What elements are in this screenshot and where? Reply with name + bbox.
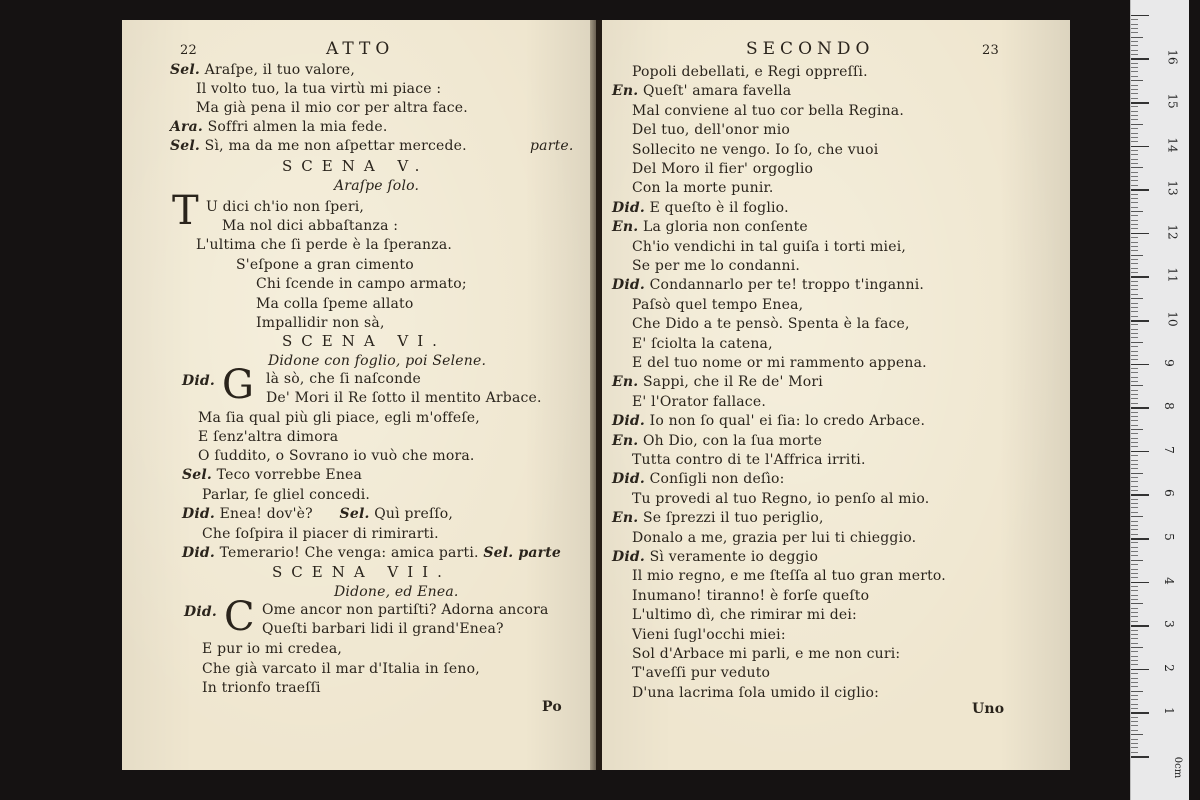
ruler-tick xyxy=(1131,717,1138,718)
ruler-tick xyxy=(1131,320,1149,322)
ruler-tick xyxy=(1131,577,1138,578)
speaker-label: Did. xyxy=(182,373,215,389)
ruler-tick xyxy=(1131,473,1143,474)
ruler-tick xyxy=(1131,159,1138,160)
ruler-tick xyxy=(1131,220,1138,221)
ruler-number: 13 xyxy=(1165,180,1180,196)
right-page xyxy=(602,20,1070,770)
ruler-tick xyxy=(1131,603,1143,604)
verse-line: Did. E queſto è il foglio. xyxy=(612,199,789,216)
ruler-tick xyxy=(1131,542,1138,543)
ruler-tick xyxy=(1131,651,1138,652)
ruler-tick xyxy=(1131,15,1149,17)
ruler-tick xyxy=(1131,595,1138,596)
ruler-tick xyxy=(1131,538,1149,540)
ruler-tick xyxy=(1131,385,1143,386)
ruler-tick xyxy=(1131,555,1138,556)
verse-line: Sel. Sì, ma da me non aſpettar mercede. xyxy=(170,138,467,154)
verse-line: In trionfo traeſſi xyxy=(202,680,321,696)
verse-line: Mal conviene al tuo cor bella Regina. xyxy=(632,102,905,119)
ruler-tick xyxy=(1131,407,1149,409)
ruler-tick xyxy=(1131,534,1138,535)
ruler-tick xyxy=(1131,564,1138,565)
ruler-tick xyxy=(1131,708,1138,709)
ruler-tick xyxy=(1131,246,1138,247)
ruler-tick xyxy=(1131,54,1138,55)
ruler-tick xyxy=(1131,599,1138,600)
ruler-tick xyxy=(1131,224,1138,225)
ruler-tick xyxy=(1131,643,1138,644)
left-page xyxy=(122,20,596,770)
ruler-tick xyxy=(1131,24,1138,25)
ruler-tick xyxy=(1131,67,1138,68)
ruler-tick xyxy=(1131,586,1138,587)
ruler-tick xyxy=(1131,438,1138,439)
ruler-tick xyxy=(1131,89,1138,90)
verse-line: L'ultima che ſi perde è la ſperanza. xyxy=(196,237,453,253)
ruler-tick xyxy=(1131,355,1138,356)
ruler-tick xyxy=(1131,377,1138,378)
ruler-number: 10 xyxy=(1165,311,1180,327)
verse-line: Il volto tuo, la tua virtù mi piace : xyxy=(196,81,442,97)
ruler-number: 3 xyxy=(1161,620,1176,629)
page-number: 23 xyxy=(982,43,999,58)
ruler-tick xyxy=(1131,189,1149,191)
ruler-tick xyxy=(1131,228,1138,229)
ruler-tick xyxy=(1131,137,1138,138)
verse-line: Inumano! tiranno! è forſe queſto xyxy=(632,587,870,604)
verse-line: D'una lacrima ſola umido il ciglio: xyxy=(632,684,880,701)
verse-line: Con la morte punir. xyxy=(632,180,774,197)
ruler-tick xyxy=(1131,272,1138,273)
ruler-number: 8 xyxy=(1161,402,1176,411)
verse-line: Did. Temerario! Che venga: amica parti. Sel. parte xyxy=(182,545,562,561)
ruler-tick xyxy=(1131,115,1138,116)
running-header: SECONDO xyxy=(746,39,875,59)
ruler-tick xyxy=(1131,625,1149,627)
ruler-tick xyxy=(1131,608,1138,609)
ruler-tick xyxy=(1131,695,1138,696)
ruler-tick xyxy=(1131,172,1138,173)
verse-line: S'eſpone a gran cimento xyxy=(236,257,414,273)
ruler-tick xyxy=(1131,507,1138,508)
ruler-tick xyxy=(1131,233,1149,235)
ruler-tick xyxy=(1131,691,1143,692)
ruler-tick xyxy=(1131,752,1138,753)
verse-line: Parlar, ſe gliel concedi. xyxy=(202,487,371,503)
measurement-ruler xyxy=(1130,0,1189,800)
ruler-tick xyxy=(1131,58,1149,60)
ruler-tick xyxy=(1131,460,1138,461)
drop-cap: T xyxy=(172,188,199,234)
ruler-tick xyxy=(1131,455,1138,456)
verse-line: E' ſciolta la catena, xyxy=(632,335,773,352)
ruler-tick xyxy=(1131,425,1138,426)
ruler-tick xyxy=(1131,63,1138,64)
verse-line: Ma colla ſpeme allato xyxy=(256,296,414,312)
ruler-tick xyxy=(1131,45,1138,46)
ruler-tick xyxy=(1131,560,1143,561)
ruler-tick xyxy=(1131,237,1138,238)
verse-line: De' Mori il Re ſotto il mentito Arbace. xyxy=(266,390,542,406)
ruler-number: 9 xyxy=(1161,358,1176,367)
ruler-tick xyxy=(1131,368,1138,369)
ruler-tick xyxy=(1131,704,1138,705)
ruler-tick xyxy=(1131,303,1138,304)
ruler-tick xyxy=(1131,669,1149,671)
ruler-tick xyxy=(1131,207,1138,208)
ruler-tick xyxy=(1131,167,1143,168)
ruler-tick xyxy=(1131,621,1138,622)
ruler-tick xyxy=(1131,678,1138,679)
ruler-tick xyxy=(1131,268,1138,269)
verse-line: Ma nol dici abbaſtanza : xyxy=(222,218,399,234)
ruler-tick xyxy=(1131,634,1138,635)
ruler-tick xyxy=(1131,656,1138,657)
verse-line: Tutta contro di te l'Affrica irriti. xyxy=(632,452,866,468)
verse-line: En. Oh Dio, con la ſua morte xyxy=(612,432,823,449)
ruler-tick xyxy=(1131,721,1138,722)
ruler-number: 6 xyxy=(1161,489,1176,498)
verse-line: Impallidir non sà, xyxy=(256,315,385,331)
ruler-tick xyxy=(1131,289,1138,290)
ruler-tick xyxy=(1131,80,1143,81)
scene-subtitle: Araſpe ſolo. xyxy=(334,178,420,194)
ruler-tick xyxy=(1131,664,1138,665)
verse-line: Chi ſcende in campo armato; xyxy=(256,276,467,292)
verse-line: Vieni ſugl'occhi miei: xyxy=(632,626,786,643)
ruler-tick xyxy=(1131,337,1138,338)
ruler-tick xyxy=(1131,477,1138,478)
verse-line: Che ſoſpira il piacer di rimirarti. xyxy=(202,526,439,542)
ruler-number: 7 xyxy=(1161,445,1176,454)
ruler-tick xyxy=(1131,111,1138,112)
ruler-tick xyxy=(1131,647,1143,648)
verse-line: U dici ch'io non ſperi, xyxy=(206,199,365,215)
ruler-tick xyxy=(1131,699,1138,700)
verse-line: là sò, che ſi naſconde xyxy=(266,371,421,387)
ruler-tick xyxy=(1131,276,1149,278)
page-number: 22 xyxy=(180,43,197,58)
ruler-tick xyxy=(1131,19,1138,20)
ruler-tick xyxy=(1131,346,1138,347)
ruler-tick xyxy=(1131,521,1138,522)
verse-line: Ch'io vendichi in tal guiſa i torti miei, xyxy=(632,238,907,255)
ruler-tick xyxy=(1131,324,1138,325)
verse-line: Did. Sì veramente io deggio xyxy=(612,549,819,565)
ruler-tick xyxy=(1131,194,1138,195)
ruler-tick xyxy=(1131,660,1138,661)
ruler-tick xyxy=(1131,412,1138,413)
verse-line: Popoli debellati, e Regi oppreſſi. xyxy=(632,64,868,80)
verse-line: En. Sappi, che il Re de' Mori xyxy=(612,374,823,391)
ruler-tick xyxy=(1131,298,1143,299)
ruler-tick xyxy=(1131,329,1138,330)
verse-line: Tu provedi al tuo Regno, io penſo al mio. xyxy=(632,490,930,507)
ruler-tick xyxy=(1131,372,1138,373)
ruler-tick xyxy=(1131,468,1138,469)
ruler-tick xyxy=(1131,106,1138,107)
ruler-tick xyxy=(1131,211,1143,212)
verse-line: Ma già pena il mio cor per altra face. xyxy=(196,100,468,116)
ruler-tick xyxy=(1131,255,1143,256)
ruler-tick xyxy=(1131,259,1138,260)
ruler-tick xyxy=(1131,525,1138,526)
verse-line: Did. Condannarlo per te! troppo t'inganni. xyxy=(612,277,925,294)
verse-line: Del tuo, dell'onor mio xyxy=(632,122,791,139)
ruler-tick xyxy=(1131,176,1138,177)
ruler-tick xyxy=(1131,730,1138,731)
ruler-number: 4 xyxy=(1161,576,1176,585)
verse-line: O ſuddito, o Sovrano io vuò che mora. xyxy=(198,448,475,464)
ruler-tick xyxy=(1131,712,1149,714)
ruler-tick xyxy=(1131,516,1143,517)
ruler-tick xyxy=(1131,285,1138,286)
ruler-tick xyxy=(1131,420,1138,421)
ruler-tick xyxy=(1131,163,1138,164)
scene-subtitle: Didone, ed Enea. xyxy=(334,584,459,600)
ruler-number: 2 xyxy=(1161,663,1176,672)
ruler-tick xyxy=(1131,673,1138,674)
ruler-tick xyxy=(1131,37,1143,38)
verse-line: E ſenz'altra dimora xyxy=(198,429,339,445)
ruler-tick xyxy=(1131,242,1138,243)
ruler-tick xyxy=(1131,494,1149,496)
ruler-tick xyxy=(1131,124,1143,125)
verse-line: Paſsò quel tempo Enea, xyxy=(632,296,804,313)
ruler-tick xyxy=(1131,50,1138,51)
verse-line: Ara. Soffri almen la mia fede. xyxy=(170,119,388,135)
verse-line: Did. Enea! dov'è? Sel. Quì preſſo, xyxy=(182,506,454,522)
ruler-tick xyxy=(1131,756,1149,758)
ruler-tick xyxy=(1131,316,1138,317)
verse-line: En. Queſt' amara favella xyxy=(612,83,792,100)
ruler-tick xyxy=(1131,119,1138,120)
verse-line: Did. Conſigli non deſìo: xyxy=(612,471,785,488)
ruler-number: 15 xyxy=(1165,93,1180,109)
ruler-tick xyxy=(1131,451,1149,453)
verse-line: Che già varcato il mar d'Italia in ſeno, xyxy=(202,661,480,677)
ruler-tick xyxy=(1131,41,1138,42)
ruler-tick xyxy=(1131,512,1138,513)
ruler-tick xyxy=(1131,154,1138,155)
verse-line: E pur io mi credea, xyxy=(202,641,343,657)
ruler-number: 1 xyxy=(1161,707,1176,716)
ruler-tick xyxy=(1131,364,1149,366)
verse-line: E del tuo nome or mi rammento appena. xyxy=(632,355,927,371)
ruler-tick xyxy=(1131,446,1138,447)
verse-line: Sel. Araſpe, il tuo valore, xyxy=(170,62,356,78)
ruler-tick xyxy=(1131,185,1138,186)
verse-line: Sel. Teco vorrebbe Enea xyxy=(182,467,363,483)
drop-cap: C xyxy=(224,594,255,640)
ruler-tick xyxy=(1131,682,1138,683)
ruler-tick xyxy=(1131,98,1138,99)
verse-line: L'ultimo dì, che rimirar mi dei: xyxy=(632,607,857,624)
ruler-tick xyxy=(1131,202,1138,203)
ruler-tick xyxy=(1131,71,1138,72)
ruler-tick xyxy=(1131,294,1138,295)
ruler-tick xyxy=(1131,442,1138,443)
verse-line: Did. Io non ſo qual' ei ſia: lo credo Arbace. xyxy=(612,413,926,430)
verse-line: Il mio regno, e me ſteſſa al tuo gran merto. xyxy=(632,568,946,585)
ruler-tick xyxy=(1131,102,1149,104)
ruler-tick xyxy=(1131,403,1138,404)
scene-heading: SCENA VI. xyxy=(282,332,446,350)
ruler-tick xyxy=(1131,590,1138,591)
drop-cap: G xyxy=(222,362,254,408)
ruler-tick xyxy=(1131,582,1149,584)
scene-heading: SCENA V. xyxy=(282,157,429,175)
ruler-tick xyxy=(1131,739,1138,740)
ruler-tick xyxy=(1131,307,1138,308)
ruler-number: 5 xyxy=(1161,533,1176,541)
ruler-tick xyxy=(1131,638,1138,639)
ruler-tick xyxy=(1131,547,1138,548)
verse-line: Ome ancor non partiſti? Adorna ancora xyxy=(262,602,549,618)
ruler-tick xyxy=(1131,311,1138,312)
ruler-tick xyxy=(1131,464,1138,465)
ruler-tick xyxy=(1131,503,1138,504)
ruler-unit: 0cm xyxy=(1172,756,1184,779)
ruler-tick xyxy=(1131,394,1138,395)
catchword: Po xyxy=(542,699,562,715)
verse-line: Sol d'Arbace mi parli, e me non curi: xyxy=(632,646,901,662)
ruler-tick xyxy=(1131,263,1138,264)
ruler-tick xyxy=(1131,573,1138,574)
ruler-tick xyxy=(1131,743,1138,744)
ruler-tick xyxy=(1131,141,1138,142)
scene-heading: SCENA VII. xyxy=(272,563,451,581)
verse-line: Del Moro il fier' orgoglio xyxy=(632,161,814,177)
verse-line: En. La gloria non conſente xyxy=(612,219,808,236)
ruler-tick xyxy=(1131,390,1138,391)
ruler-tick xyxy=(1131,725,1138,726)
speaker-label: Did. xyxy=(184,604,217,620)
running-header: ATTO xyxy=(326,39,395,59)
ruler-tick xyxy=(1131,747,1138,748)
ruler-tick xyxy=(1131,198,1138,199)
ruler-tick xyxy=(1131,133,1138,134)
ruler-tick xyxy=(1131,281,1138,282)
ruler-tick xyxy=(1131,734,1143,735)
verse-line: Sollecito ne vengo. Io ſo, che vuoi xyxy=(632,141,879,158)
ruler-tick xyxy=(1131,128,1138,129)
verse-line: En. Se ſprezzi il tuo periglio, xyxy=(612,510,824,527)
ruler-tick xyxy=(1131,416,1138,417)
ruler-tick xyxy=(1131,146,1149,148)
ruler-tick xyxy=(1131,351,1138,352)
ruler-tick xyxy=(1131,429,1143,430)
ruler-tick xyxy=(1131,551,1138,552)
ruler-tick xyxy=(1131,686,1138,687)
stage-direction: parte. xyxy=(530,138,574,154)
ruler-tick xyxy=(1131,28,1138,29)
ruler-number: 11 xyxy=(1165,267,1180,284)
ruler-tick xyxy=(1131,569,1138,570)
ruler-tick xyxy=(1131,76,1138,77)
ruler-tick xyxy=(1131,32,1138,33)
verse-line: T'aveſſi pur veduto xyxy=(632,665,771,682)
ruler-tick xyxy=(1131,359,1138,360)
ruler-tick xyxy=(1131,215,1138,216)
ruler-tick xyxy=(1131,381,1138,382)
verse-line: Ma ſia qual più gli piace, egli m'offeſe, xyxy=(198,410,480,426)
ruler-tick xyxy=(1131,529,1138,530)
ruler-tick xyxy=(1131,150,1138,151)
ruler-tick xyxy=(1131,85,1138,86)
ruler-tick xyxy=(1131,499,1138,500)
ruler-tick xyxy=(1131,481,1138,482)
scene-subtitle: Didone con foglio, poi Selene. xyxy=(268,353,487,369)
ruler-tick xyxy=(1131,616,1138,617)
ruler-tick xyxy=(1131,250,1138,251)
verse-line: Che Dido a te pensò. Spenta è la face, xyxy=(632,316,910,333)
verse-line: E' l'Orator fallace. xyxy=(632,393,766,410)
verse-line: Donalo a me, grazia per lui ti chieggio. xyxy=(632,529,917,546)
ruler-number: 14 xyxy=(1165,136,1180,153)
ruler-tick xyxy=(1131,342,1143,343)
verse-line: Se per me lo condanni. xyxy=(632,258,801,274)
ruler-tick xyxy=(1131,490,1138,491)
ruler-number: 16 xyxy=(1165,49,1180,66)
ruler-tick xyxy=(1131,486,1138,487)
ruler-tick xyxy=(1131,612,1138,613)
ruler-tick xyxy=(1131,433,1138,434)
ruler-tick xyxy=(1131,180,1138,181)
ruler-tick xyxy=(1131,333,1138,334)
ruler-tick xyxy=(1131,93,1138,94)
ruler-tick xyxy=(1131,630,1138,631)
verse-line: Queſti barbari lidi il grand'Enea? xyxy=(262,621,504,637)
catchword: Uno xyxy=(972,701,1005,717)
ruler-tick xyxy=(1131,398,1138,399)
ruler-number: 12 xyxy=(1165,224,1180,240)
